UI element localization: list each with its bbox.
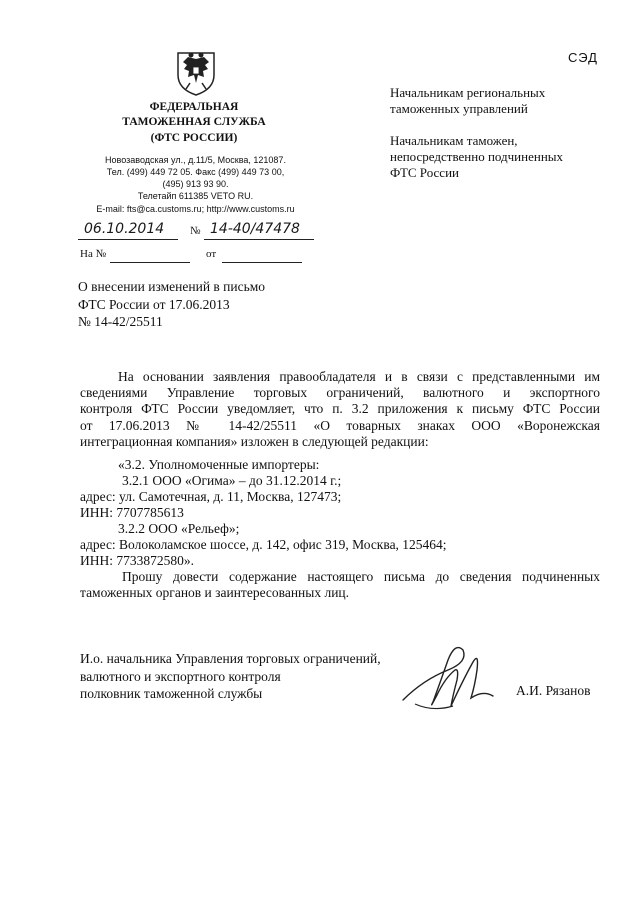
position-line-3: полковник таможенной службы (80, 686, 263, 701)
date-underline (78, 239, 178, 240)
para1-line-4: от 17.06.2013 № 14-42/25511 «О товарных знаках ООО «Воронежская (80, 417, 600, 433)
sed-label: СЭД (568, 50, 598, 65)
item-2-title: 3.2.2 ООО «Рельеф»; (118, 521, 240, 536)
signatory-name: А.И. Рязанов (516, 683, 591, 698)
para1-line-3: контроля ФТС России уведомляет, что п. 3.2 приложения к письму ФТС России (80, 401, 600, 417)
addressee-2-line-3: ФТС России (390, 165, 459, 180)
org-name-line-1: ФЕДЕРАЛЬНАЯ (149, 101, 239, 113)
position-line-2: валютного и экспортного контроля (80, 668, 281, 684)
para1-line-2: сведениями Управление торговых ограничений, валютного и экспортного (80, 385, 600, 401)
item-header: «3.2. Уполномоченные импортеры: (118, 457, 320, 472)
org-name-line-2: ТАМОЖЕННАЯ СЛУЖБА (122, 116, 266, 128)
addressee-2-line-1: Начальникам таможен, (390, 133, 518, 148)
contact-teletype: Телетайп 611385 VETO RU. (137, 191, 254, 201)
ot-underline (222, 262, 302, 263)
handwritten-signature (393, 640, 503, 715)
position-line-1: И.о. начальника Управления торговых ограничений, (80, 651, 381, 666)
subject (78, 278, 265, 331)
number-label: № (190, 225, 201, 237)
item-1-title: 3.2.1 ООО «Огима» – до 31.12.2014 г.; (122, 473, 342, 488)
item-1-inn: ИНН: 7707785613 (80, 505, 184, 520)
item-2-address: адрес: Волоколамское шоссе, д. 142, офис 319, Москва, 125464; (80, 537, 447, 552)
na-label: На № (80, 248, 107, 260)
body-paragraph-2 (80, 569, 600, 601)
addressee-2-line-2: непосредственно подчиненных (390, 149, 564, 164)
ot-label: от (206, 248, 217, 260)
contact-phone-2: (495) 913 93 90. (162, 179, 229, 189)
item-1-address: адрес: ул. Самотечная, д. 11, Москва, 127473; (80, 489, 342, 504)
body-paragraph-1 (80, 369, 600, 450)
handwritten-number: 14-40/47478 (210, 221, 300, 237)
para2-line-2: таможенных органов и заинтересованных лиц. (80, 585, 350, 601)
subject-line-1: О внесении изменений в письмо (78, 279, 266, 294)
para1-line-1: На основании заявления правообладателя и в связи с представленными им (118, 369, 600, 384)
handwritten-date: 06.10.2014 (84, 221, 165, 237)
contact-address: Новозаводская ул., д.11/5, Москва, 121087. (105, 155, 286, 165)
na-underline (110, 262, 190, 263)
contact-phone: Тел. (499) 449 72 05. Факс (499) 449 73 00, (106, 167, 285, 177)
reference-line (78, 221, 318, 241)
para2-line-1: Прошу довести содержание настоящего письма до сведения подчиненных (122, 569, 600, 584)
para1-line-5: интеграционная компания» изложен в следующей редакции: (80, 433, 429, 449)
subject-line-3: № 14-42/25511 (78, 314, 163, 329)
addressee-1-line-1: Начальникам региональных (390, 85, 546, 100)
coat-of-arms-icon (174, 45, 218, 97)
item-2-inn: ИНН: 7733872580». (80, 553, 194, 568)
addressee-1-line-2: таможенных управлений (390, 101, 528, 116)
number-underline (204, 239, 314, 240)
contact-email: E-mail: fts@ca.customs.ru; http://www.customs.ru (96, 204, 295, 214)
org-name-line-3: (ФТС РОССИИ) (150, 132, 238, 144)
signatory-position (80, 650, 381, 703)
subject-line-2: ФТС России от 17.06.2013 (78, 296, 230, 312)
